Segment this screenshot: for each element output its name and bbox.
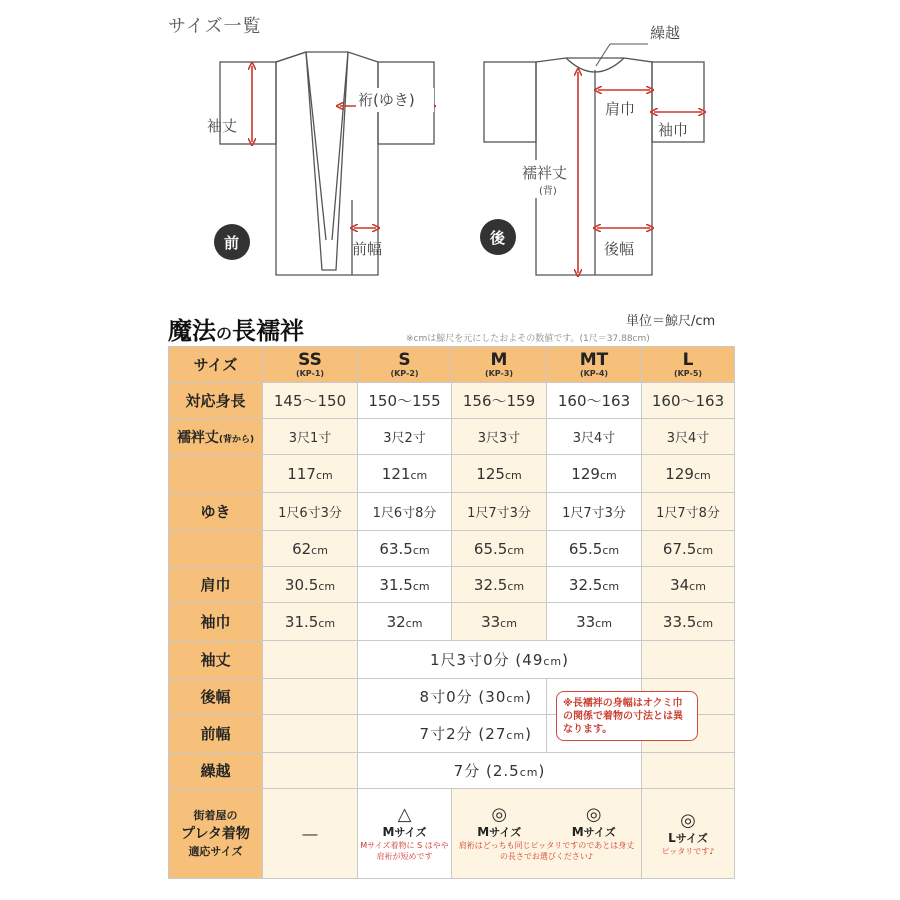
table-row [169,789,735,879]
cell: 129cm [547,455,642,493]
double-circle-icon: ◎ [585,804,602,825]
row-label-blank [169,455,263,493]
triangle-icon: △ [397,804,412,825]
kimono-diagrams [0,0,900,300]
cell: 129cm [642,455,735,493]
ushiro-haba-label: 後幅 [604,240,635,258]
table-row [169,347,735,383]
pret-l: ◎ Lサイズ ピッタリです♪ [642,789,735,879]
header-size-s: S (KP-2) [358,347,452,383]
row-label-ushiro: 後幅 [169,679,263,715]
cell: 1尺7寸8分 [642,493,735,531]
cell-merged: 7分 (2.5cm) [358,753,642,789]
row-label-sode-haba: 袖巾 [169,603,263,641]
cell-merged: 1尺3寸0分 (49cm) [358,641,642,679]
kata-haba-label: 肩巾 [605,100,636,118]
table-row [169,493,735,531]
size-table [168,346,735,879]
back-kimono [484,58,704,275]
cell: 32.5cm [452,567,547,603]
row-label-height: 対応身長 [169,383,263,419]
cell: 3尺2寸 [358,419,452,455]
table-title-b: 長襦袢 [232,316,305,345]
cell: 65.5cm [452,531,547,567]
cell-blank [263,753,358,789]
row-label-blank [169,531,263,567]
cell-merged: 7寸2分 (27cm) [358,715,547,753]
cell: 33cm [452,603,547,641]
header-size-label: サイズ [169,347,263,383]
cell: 34cm [642,567,735,603]
header-size-l: L (KP-5) [642,347,735,383]
cell: 67.5cm [642,531,735,567]
row-label-kata: 肩巾 [169,567,263,603]
cell: 156～159 [452,383,547,419]
cell: 160～163 [547,383,642,419]
table-title [168,311,304,346]
table-row [169,753,735,789]
cell-blank [642,753,735,789]
table-row [169,641,735,679]
header-size-m: M (KP-3) [452,347,547,383]
cell: 1尺6寸3分 [263,493,358,531]
table-title-a: 魔法 [168,316,216,345]
cell: 121cm [358,455,452,493]
row-label-pret: 街着屋の プレタ着物 適応サイズ [169,789,263,879]
cell: 62cm [263,531,358,567]
cell-blank [642,641,735,679]
double-circle-icon: ◎ [491,804,508,825]
unit-label: 単位＝鯨尺/cm [626,314,716,329]
pret-m-mt: ◎ Mサイズ ◎ Mサイズ 肩裄はどっちも同じピッタリですのであとは身丈の長さでお選びください♪ [452,789,642,879]
cell: 125cm [452,455,547,493]
cell: 3尺4寸 [642,419,735,455]
cell: 33.5cm [642,603,735,641]
juban-take-label: 襦袢丈 [522,164,568,182]
table-row [169,419,735,455]
pret-s: △ Mサイズ Mサイズ着物に S はやや肩裄が短めです [358,789,452,879]
cell: 32cm [358,603,452,641]
sode-take-label: 袖丈 [207,117,238,135]
sode-haba-label: 袖巾 [658,121,689,139]
double-circle-icon: ◎ [680,809,696,831]
table-row [169,603,735,641]
cell: 65.5cm [547,531,642,567]
row-label-juban: 襦袢丈(背から) [169,419,263,455]
table-row [169,383,735,419]
row-label-yuki: ゆき [169,493,263,531]
cell: 32.5cm [547,567,642,603]
size-list-title: サイズ一覧 [168,16,262,37]
yuki-label: 裄(ゆき) [358,91,415,109]
eri-koshi-label: 繰越 [650,24,681,42]
cell: 1尺6寸8分 [358,493,452,531]
cell: 117cm [263,455,358,493]
back-badge-text: 後 [490,229,506,247]
cell: 31.5cm [358,567,452,603]
header-size-ss: SS (KP-1) [263,347,358,383]
cell-blank [263,679,358,715]
cell: 160～163 [642,383,735,419]
cell: 33cm [547,603,642,641]
mihaba-note: ※長襦袢の身幅はオクミ巾の関係で着物の寸法とは異なります。 [556,691,698,741]
row-label-kurikoshi: 繰越 [169,753,263,789]
cm-note: ※cmは鯨尺を元にしたおよその数値です。(1尺＝37.88cm) [406,334,650,344]
mae-haba-label: 前幅 [352,240,383,258]
cell: 63.5cm [358,531,452,567]
cell: 1尺7寸3分 [547,493,642,531]
cell: 30.5cm [263,567,358,603]
row-label-sode-take: 袖丈 [169,641,263,679]
juban-take-sub: (背) [539,186,557,197]
row-label-mae: 前幅 [169,715,263,753]
table-row [169,455,735,493]
cell: 31.5cm [263,603,358,641]
cell-blank [263,715,358,753]
cell: 150～155 [358,383,452,419]
cell-blank [263,641,358,679]
table-row [169,567,735,603]
cell: 3尺3寸 [452,419,547,455]
cell: 145～150 [263,383,358,419]
front-badge-text: 前 [224,234,240,252]
cell: 3尺1寸 [263,419,358,455]
table-title-no: の [216,324,233,343]
cell-merged: 8寸0分 (30cm) [358,679,547,715]
table-row [169,531,735,567]
cell: 1尺7寸3分 [452,493,547,531]
header-size-mt: MT (KP-4) [547,347,642,383]
pret-ss: ― [263,789,358,879]
cell: 3尺4寸 [547,419,642,455]
